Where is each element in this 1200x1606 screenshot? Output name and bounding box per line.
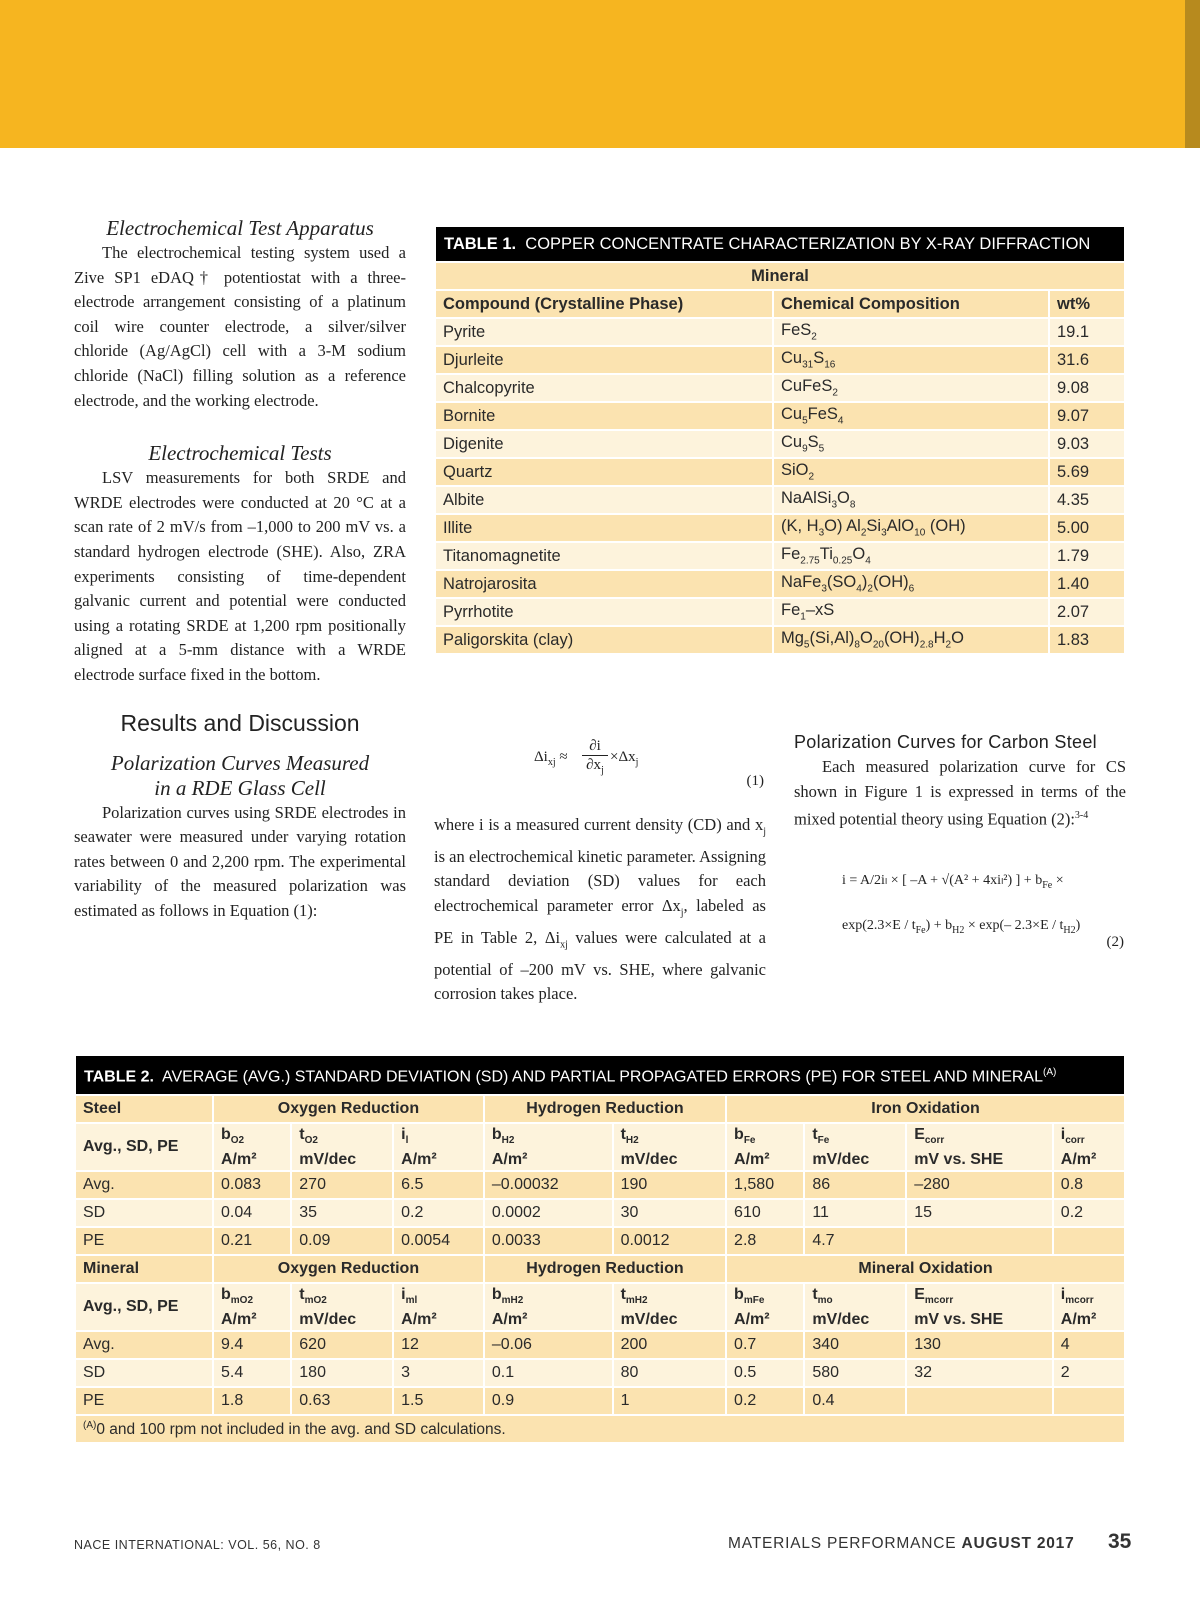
table-row <box>435 486 1125 514</box>
paragraph-apparatus: The electrochemical testing system used a Zive SP1 eDAQ† potentiostat with a three-electrode arrangement consisting of a platinum coil wire counter electrode, a silver/silver chloride (Ag/AgCl) cell with a 3-M sodium chloride (NaCl) filling solution as a reference electrode, and the working electrode. <box>74 243 406 410</box>
table-1-group: Mineral <box>435 262 1125 290</box>
compound-cell: Illite <box>435 514 773 542</box>
value-cell <box>906 1387 1053 1415</box>
eq2-label: (2) <box>1106 934 1124 951</box>
value-cell: 9.4 <box>213 1331 291 1359</box>
value-cell: 2 <box>1053 1359 1125 1387</box>
footer-magazine-name: MATERIALS PERFORMANCE <box>728 1535 957 1552</box>
table-row <box>435 458 1125 486</box>
param-header: $t_{O2}$ mV/dec <box>291 1123 393 1171</box>
value-cell: 4.7 <box>804 1227 906 1255</box>
wt-cell: 31.6 <box>1049 346 1125 374</box>
wt-cell: 19.1 <box>1049 318 1125 346</box>
value-cell: 0.2 <box>393 1199 484 1227</box>
value-cell: 0.9 <box>484 1387 613 1415</box>
value-cell: 0.0012 <box>613 1227 726 1255</box>
param-header: $t_{H2}$ mV/dec <box>613 1123 726 1171</box>
paragraph-tests: LSV measurements for both SRDE and WRDE electrodes were conducted at 20 °C at a scan rate of 2 mV/s from –1,000 to 200 mV vs. a standard hydrogen electrode (SHE). Also, ZRA experiments consisting of time-dependent galvanic current and potential were conducted using a rotating SRDE at 1,200 rpm positionally aligned at a 5-mm distance with a WRDE electrode surface fixed in the bottom. <box>74 468 406 684</box>
steel-label: Steel <box>75 1095 213 1123</box>
value-cell <box>906 1227 1053 1255</box>
param-header: $E_{corr}$ mV vs. SHE <box>906 1123 1053 1171</box>
value-cell: –0.00032 <box>484 1171 613 1199</box>
table-2-title-sup: (A) <box>1042 1067 1057 1078</box>
table-row <box>435 626 1125 654</box>
steel-group-oxygen: Oxygen Reduction <box>213 1095 484 1123</box>
value-cell: 0.8 <box>1053 1171 1125 1199</box>
table-row <box>75 1331 1125 1359</box>
compound-cell: Chalcopyrite <box>435 374 773 402</box>
left-column <box>74 216 406 923</box>
value-cell <box>1053 1227 1125 1255</box>
table-row <box>435 346 1125 374</box>
value-cell: 32 <box>906 1359 1053 1387</box>
table-1-header-compound: Compound (Crystalline Phase) <box>435 290 773 318</box>
value-cell: 1.8 <box>213 1387 291 1415</box>
wt-cell: 9.07 <box>1049 402 1125 430</box>
wt-cell: 5.69 <box>1049 458 1125 486</box>
mineral-group-oxidation: Mineral Oxidation <box>726 1255 1125 1283</box>
table-row <box>75 1387 1125 1415</box>
param-header: $t_{mo}$ mV/dec <box>804 1283 906 1331</box>
mineral-group-row <box>75 1255 1125 1283</box>
value-cell: –0.06 <box>484 1331 613 1359</box>
compound-cell: Titanomagnetite <box>435 542 773 570</box>
mineral-param-row <box>75 1283 1125 1331</box>
eq1-lhs: Δi <box>534 749 548 765</box>
value-cell: 0.2 <box>1053 1199 1125 1227</box>
value-cell: 0.09 <box>291 1227 393 1255</box>
steel-group-row <box>75 1095 1125 1123</box>
equation-2 <box>794 854 1126 974</box>
param-header: $b_{mH2}$ A/m² <box>484 1283 613 1331</box>
table-row <box>75 1359 1125 1387</box>
value-cell: 11 <box>804 1199 906 1227</box>
table-2 <box>74 1054 1126 1444</box>
composition-cell: (K, $H_3O$) $Al_2Si_3AlO_{10}$ (OH) <box>773 514 1049 542</box>
value-cell: 1.5 <box>393 1387 484 1415</box>
table-1-header-wt: wt% <box>1049 290 1125 318</box>
table-1-caption <box>435 226 1125 262</box>
heading-electrochemical-tests: Electrochemical Tests <box>148 441 332 466</box>
eq1-approx: ≈ <box>559 749 568 765</box>
paragraph-polarization: Polarization curves using SRDE electrodes in seawater were measured under varying rotation rates between 0 and 2,200 rpm. The experimental variability of the measured polarization was estimated as follows in Equation (1): <box>74 802 406 920</box>
value-cell: 6.5 <box>393 1171 484 1199</box>
value-cell: 15 <box>906 1199 1053 1227</box>
table-row <box>75 1227 1125 1255</box>
row-label: PE <box>75 1387 213 1415</box>
composition-cell: CuFeS$_2$ <box>773 374 1049 402</box>
footer-volume: VOL. 56, NO. 8 <box>224 1538 321 1552</box>
table-row <box>435 570 1125 598</box>
composition-cell: $NaAlSi_3O_8$ <box>773 486 1049 514</box>
header-band <box>0 0 1185 148</box>
table-row <box>435 514 1125 542</box>
mineral-group-oxygen: Oxygen Reduction <box>213 1255 484 1283</box>
wt-cell: 9.08 <box>1049 374 1125 402</box>
wt-cell: 2.07 <box>1049 598 1125 626</box>
table-row <box>435 402 1125 430</box>
param-header: $i_{corr}$ A/m² <box>1053 1123 1125 1171</box>
row-label: Avg. <box>75 1171 213 1199</box>
value-cell: 270 <box>291 1171 393 1199</box>
footer-journal <box>74 1538 321 1552</box>
table-row <box>435 374 1125 402</box>
value-cell: 3 <box>393 1359 484 1387</box>
value-cell: 0.083 <box>213 1171 291 1199</box>
footer-magazine <box>728 1535 1075 1553</box>
compound-cell: Quartz <box>435 458 773 486</box>
row-label: PE <box>75 1227 213 1255</box>
footer-issue: AUGUST 2017 <box>961 1535 1075 1552</box>
footer-journal-name: NACE INTERNATIONAL: <box>74 1538 225 1552</box>
table-2-footnote: $^{(A)}$0 and 100 rpm not included in the avg. and SD calculations. <box>75 1415 1125 1443</box>
heading-carbon-steel: Polarization Curves for Carbon Steel <box>794 732 1097 752</box>
value-cell: 610 <box>726 1199 804 1227</box>
eq1-label: (1) <box>746 773 764 789</box>
page-number: 35 <box>1108 1530 1132 1553</box>
table-1 <box>434 225 1126 655</box>
compound-cell: Djurleite <box>435 346 773 374</box>
row-label: Avg. <box>75 1331 213 1359</box>
middle-column <box>434 735 766 1007</box>
value-cell: 130 <box>906 1331 1053 1359</box>
compound-cell: Albite <box>435 486 773 514</box>
value-cell: 580 <box>804 1359 906 1387</box>
value-cell: 0.0002 <box>484 1199 613 1227</box>
param-header: $b_{mO2}$ A/m² <box>213 1283 291 1331</box>
composition-cell: $Mg_5(Si,Al)_8O_{20}(OH)_{2.8}H_2O$ <box>773 626 1049 654</box>
composition-cell: $Fe_1-xS$ <box>773 598 1049 626</box>
value-cell: 30 <box>613 1199 726 1227</box>
table-row <box>75 1171 1125 1199</box>
value-cell: 2.8 <box>726 1227 804 1255</box>
row-label: SD <box>75 1199 213 1227</box>
steel-param-row <box>75 1123 1125 1171</box>
value-cell: 5.4 <box>213 1359 291 1387</box>
steel-rowlabel: Avg., SD, PE <box>75 1123 213 1171</box>
table-row <box>435 318 1125 346</box>
composition-cell: FeS$_2$ <box>773 318 1049 346</box>
wt-cell: 1.40 <box>1049 570 1125 598</box>
value-cell: 4 <box>1053 1331 1125 1359</box>
composition-cell: $Cu_5FeS_4$ <box>773 402 1049 430</box>
value-cell: 0.2 <box>726 1387 804 1415</box>
compound-cell: Digenite <box>435 430 773 458</box>
eq1-denominator: ∂x <box>586 757 602 773</box>
wt-cell: 1.83 <box>1049 626 1125 654</box>
param-header: $i_l$ A/m² <box>393 1123 484 1171</box>
eq1-numerator: ∂i <box>582 737 608 756</box>
value-cell <box>1053 1387 1125 1415</box>
table-2-title: AVERAGE (AVG.) STANDARD DEVIATION (SD) AND PARTIAL PROPAGATED ERRORS (PE) FOR STEEL AND MINERAL <box>161 1068 1043 1086</box>
compound-cell: Bornite <box>435 402 773 430</box>
param-header: $b_{O2}$ A/m² <box>213 1123 291 1171</box>
composition-cell: $NaFe_3(SO_4)_2(OH)_6$ <box>773 570 1049 598</box>
equation-1: $\Delta i_{xj}$ ≈ ∂i $\partial x_j$ $\times\Delta x_j$ (1) <box>534 738 764 789</box>
wt-cell: 9.03 <box>1049 430 1125 458</box>
value-cell: 0.0054 <box>393 1227 484 1255</box>
eq2-line2: $\exp(2.3\times E / t_{Fe}) + b_{H2} \times \exp(-$ $2.3\times E / t_{H2}$) <box>842 918 1081 937</box>
param-header: $t_{mH2}$ mV/dec <box>613 1283 726 1331</box>
param-header: $E_{mcorr}$ mV vs. SHE <box>906 1283 1053 1331</box>
header-band-edge <box>1185 0 1200 148</box>
table-2-caption <box>75 1055 1125 1095</box>
param-header: $i_{ml}$ A/m² <box>393 1283 484 1331</box>
value-cell: 35 <box>291 1199 393 1227</box>
table-1-header-composition: Chemical Composition <box>773 290 1049 318</box>
value-cell: 340 <box>804 1331 906 1359</box>
mineral-rowlabel: Avg., SD, PE <box>75 1283 213 1331</box>
table-row <box>435 598 1125 626</box>
compound-cell: Natrojarosita <box>435 570 773 598</box>
wt-cell: 4.35 <box>1049 486 1125 514</box>
wt-cell: 1.79 <box>1049 542 1125 570</box>
eq1-times: × <box>610 749 619 765</box>
compound-cell: Paligorskita (clay) <box>435 626 773 654</box>
paragraph-carbon-steel: Each measured polarization curve for CS shown in Figure 1 is expressed in terms of the mixed potential theory using Equation (2):$^{3-4}$ <box>794 757 1126 829</box>
value-cell: 0.21 <box>213 1227 291 1255</box>
heading-polarization-rde-1: Polarization Curves Measured <box>110 750 370 775</box>
steel-group-oxidation: Iron Oxidation <box>726 1095 1125 1123</box>
heading-results: Results and Discussion <box>120 709 360 736</box>
value-cell: 0.4 <box>804 1387 906 1415</box>
value-cell: 0.1 <box>484 1359 613 1387</box>
eq1-dx-sub: j <box>635 757 639 768</box>
value-cell: 1,580 <box>726 1171 804 1199</box>
composition-cell: SiO$_2$ <box>773 458 1049 486</box>
mineral-group-hydrogen: Hydrogen Reduction <box>484 1255 726 1283</box>
wt-cell: 5.00 <box>1049 514 1125 542</box>
heading-test-apparatus: Electrochemical Test Apparatus <box>106 216 374 240</box>
steel-group-hydrogen: Hydrogen Reduction <box>484 1095 726 1123</box>
value-cell: –280 <box>906 1171 1053 1199</box>
param-header: $t_{Fe}$ mV/dec <box>804 1123 906 1171</box>
eq2-line1: i = A/2iₗ × [ –A + √(A² + 4xiₗ²) ] + $b_{Fe}$ × <box>842 873 1064 892</box>
value-cell: 0.63 <box>291 1387 393 1415</box>
value-cell: 0.5 <box>726 1359 804 1387</box>
eq1-lhs-sub: xj <box>547 757 556 768</box>
eq1-dx: Δx <box>618 749 636 765</box>
param-header: $i_{mcorr}$ A/m² <box>1053 1283 1125 1331</box>
table-1-title: COPPER CONCENTRATE CHARACTERIZATION BY X-RAY DIFFRACTION <box>525 235 1091 253</box>
value-cell: 0.7 <box>726 1331 804 1359</box>
mineral-label: Mineral <box>75 1255 213 1283</box>
compound-cell: Pyrrhotite <box>435 598 773 626</box>
table-row <box>75 1199 1125 1227</box>
value-cell: 620 <box>291 1331 393 1359</box>
value-cell: 200 <box>613 1331 726 1359</box>
value-cell: 86 <box>804 1171 906 1199</box>
value-cell: 80 <box>613 1359 726 1387</box>
value-cell: 12 <box>393 1331 484 1359</box>
composition-cell: $Fe_{2.75}Ti_{0.25}O_4$ <box>773 542 1049 570</box>
compound-cell: Pyrite <box>435 318 773 346</box>
param-header: $b_{mFe}$ A/m² <box>726 1283 804 1331</box>
right-column <box>794 732 1126 974</box>
composition-cell: $Cu_9S_5$ <box>773 430 1049 458</box>
table-1-label: TABLE 1. <box>444 235 517 253</box>
value-cell: 190 <box>613 1171 726 1199</box>
value-cell: 1 <box>613 1387 726 1415</box>
value-cell: 180 <box>291 1359 393 1387</box>
value-cell: 0.0033 <box>484 1227 613 1255</box>
param-header: $b_{Fe}$ A/m² <box>726 1123 804 1171</box>
paragraph-cd-definition: where i is a measured current density (CD) and $x_j$ is an electrochemical kinetic parameter. Assigning standard deviation (SD) values for each electrochemical parameter error $\Delta x_j$, labeled as PE in Table 2, $\Delta i_{xj}$ values were calculated at a potential of –200 mV vs. SHE, where galvanic corrosion takes place. <box>434 815 767 1004</box>
heading-polarization-rde-2: in a RDE Glass Cell <box>154 775 326 800</box>
table-row <box>435 542 1125 570</box>
param-header: $t_{mO2}$ mV/dec <box>291 1283 393 1331</box>
table-row <box>435 430 1125 458</box>
param-header: $b_{H2}$ A/m² <box>484 1123 613 1171</box>
row-label: SD <box>75 1359 213 1387</box>
composition-cell: $Cu_{31}S_{16}$ <box>773 346 1049 374</box>
table-2-label: TABLE 2. <box>84 1068 154 1086</box>
value-cell: 0.04 <box>213 1199 291 1227</box>
